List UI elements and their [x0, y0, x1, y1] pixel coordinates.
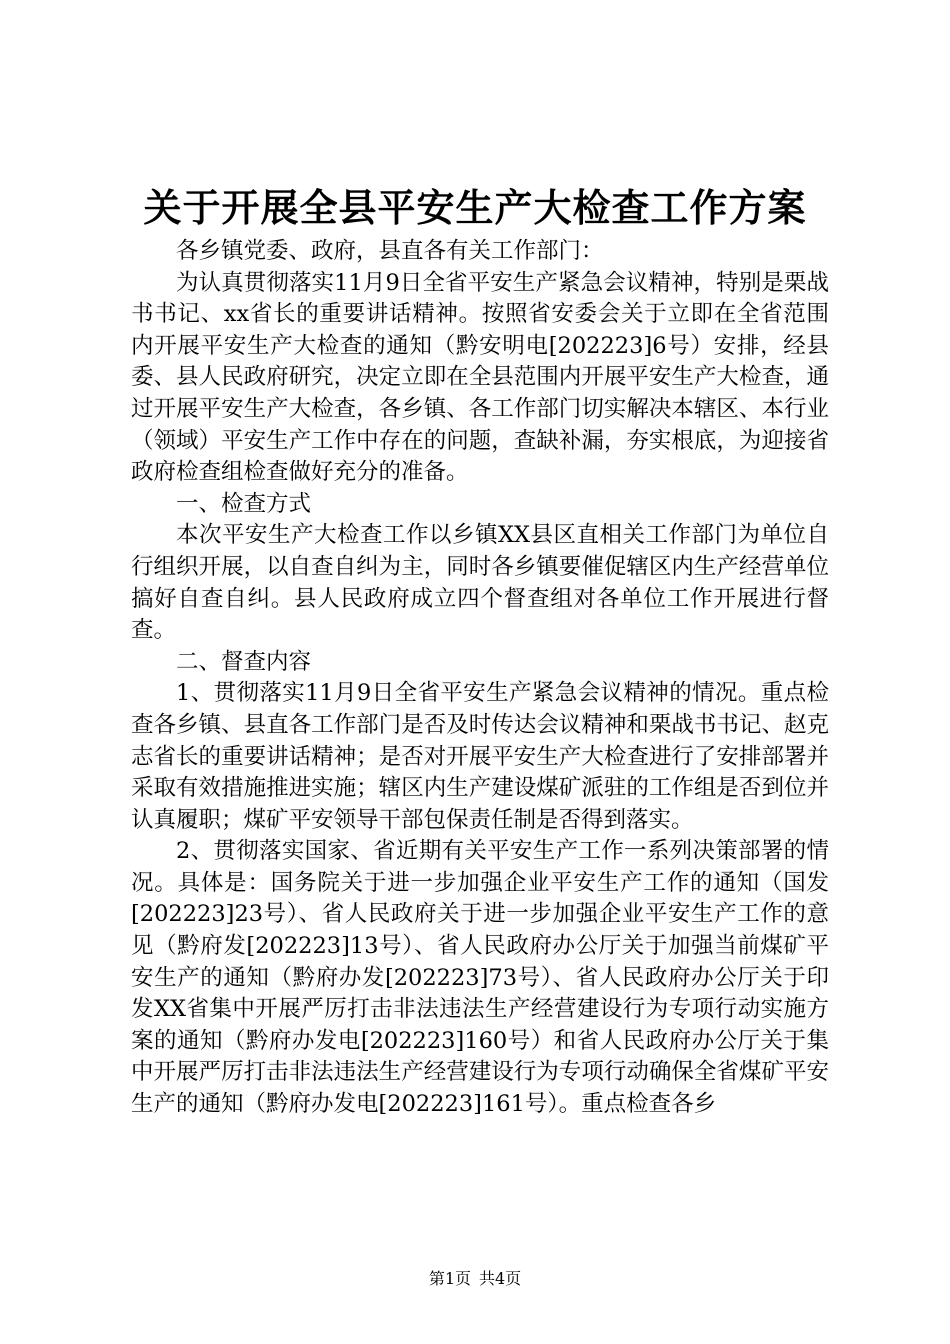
- page-total: 共4页: [479, 1269, 522, 1288]
- inspection-method-paragraph: 本次平安生产大检查工作以乡镇XX县区直相关工作部门为单位自行组织开展，以自查自纠为主，同时各乡镇要催促辖区内生产经营单位搞好自查自纠。县人民政府成立四个督查组对各单位工作开展进行督查。: [131, 522, 829, 644]
- supervision-item-1-paragraph: 1、贯彻落实11月9日全省平安生产紧急会议精神的情况。重点检查各乡镇、县直各工作部门是否及时传达会议精神和栗战书书记、赵克志省长的重要讲话精神；是否对开展平安生产大检查进行了安排部署并采取有效措施推进实施；辖区内生产建设煤矿派驻的工作组是否到位并认真履职；煤矿平安领导干部包保责任制是否得到落实。: [131, 680, 829, 833]
- supervision-item-2-paragraph: 2、贯彻落实国家、省近期有关平安生产工作一系列决策部署的情况。具体是：国务院关于进一步加强企业平安生产工作的通知（国发[202223]23号）、省人民政府关于进一步加强企业平安生产工作的意见（黔府发[202223]13号）、省人民政府办公厅关于加强当前煤矿平安生产的通知（黔府办发[202223]73号）、省人民政府办公厅关于印发XX省集中开展严厉打击非法违法生产经营建设行为专项行动实施方案的通知（黔府办发电[202223]160号）和省人民政府办公厅关于集中开展严厉打击非法违法生产经营建设行为专项行动确保全省煤矿平安生产的通知（黔府办发电[202223]161号）。重点检查各乡: [131, 838, 829, 1118]
- salutation-paragraph: 各乡镇党委、政府，县直各有关工作部门：: [176, 238, 604, 264]
- intro-paragraph: 为认真贯彻落实11月9日全省平安生产紧急会议精神，特别是栗战书书记、xx省长的重要讲话精神。按照省安委会关于立即在全省范围内开展平安生产大检查的通知（黔安明电[202223]6号）安排，经县委、县人民政府研究，决定立即在全县范围内开展平安生产大检查，通过开展平安生产大检查，各乡镇、各工作部门切实解决本辖区、本行业（领域）平安生产工作中存在的问题，查缺补漏，夯实根底，为迎接省政府检查组检查做好充分的准备。: [131, 269, 829, 486]
- page-footer: [0, 1268, 950, 1290]
- section-heading-inspection-method: 一、检查方式: [176, 490, 312, 517]
- page-number: 第1页: [428, 1269, 471, 1288]
- document-title: 关于开展全县平安生产大检查工作方案: [143, 186, 807, 230]
- document-body: [131, 236, 829, 1121]
- section-heading-supervision-content: 二、督查内容: [176, 648, 312, 675]
